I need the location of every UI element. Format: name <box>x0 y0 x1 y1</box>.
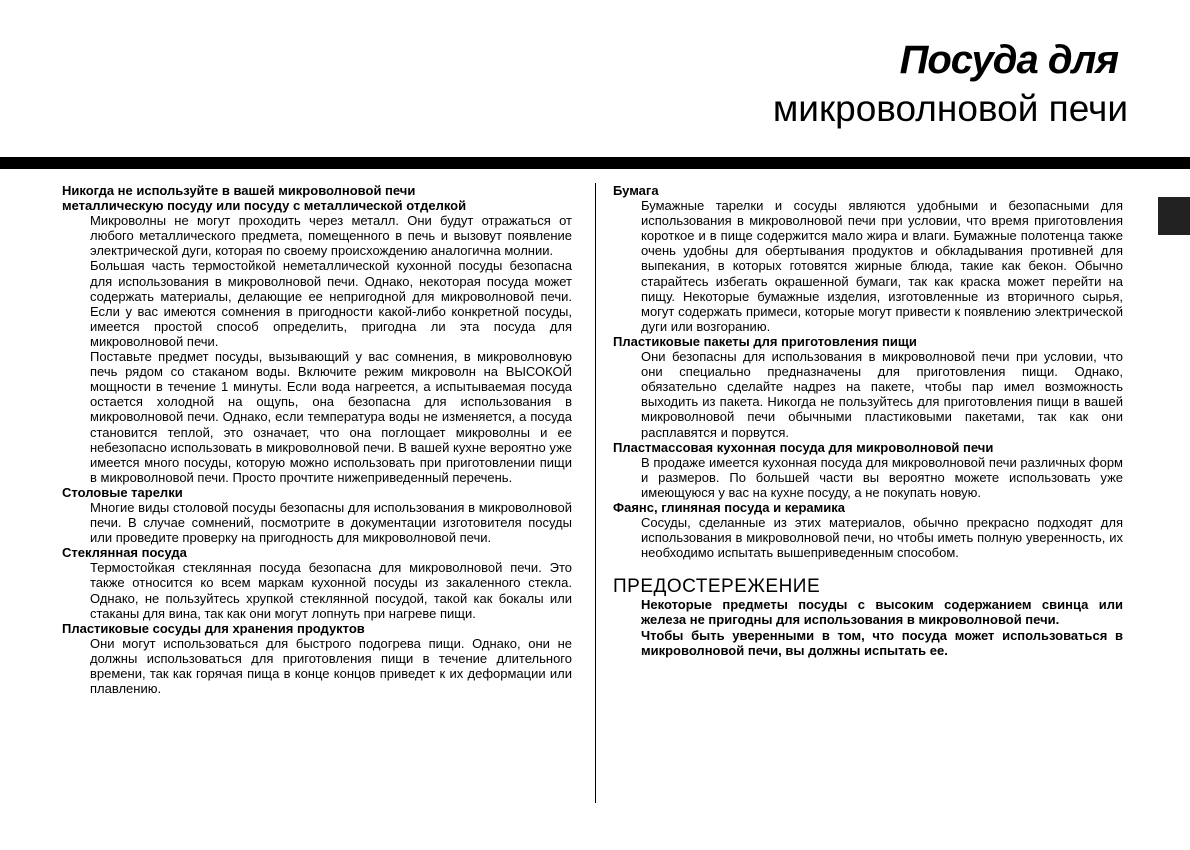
caution-paragraph-2: Чтобы быть уверенными в том, что посуда может использоваться в микроволновой печи, вы должны испытать ее. <box>641 627 1123 658</box>
dinner-plates-heading: Столовые тарелки <box>62 484 183 500</box>
metal-warning-heading <box>62 183 572 213</box>
dinner-plates-body: Многие виды столовой посуды безопасны для использования в микроволновой печи. В случае сомнений, посмотрите в документации изготовителя посуды или проведите проверку на пригодность для микроволновой печи. <box>90 499 572 546</box>
microwave-cookware-heading: Пластмассовая кухонная посуда для микроволновой печи <box>613 439 994 455</box>
paper-heading: Бумага <box>613 183 659 198</box>
metal-paragraph-3: Поставьте предмет посуды, вызывающий у вас сомнения, в микроволновую печь рядом со стаканом воды. Включите режим микроволн на ВЫСОКОЙ мощности в течение 1 минуты. Если вода нагреется, а испытываемая посуда остается холодной на ощупь, она безопасна для использования в микроволновой печи. Однако, если температура воды не изменяется, а посуда становится теплой, это означает, что она поглощает микроволны и ее небезопасно использовать в микроволновой печи. В вашей кухне вероятно уже имеется много посуды, которую можно использовать при приготовлении пищи в микроволновой печи. Просто прочтите нижеприведенный перечень. <box>90 349 572 485</box>
metal-warning-body <box>62 213 572 485</box>
cooking-bags-body: Они безопасны для использования в микроволновой печи при условии, что они специально предназначены для приготовления пищи. Однако, обязательно сделайте надрез на пакете, чтобы пар имел возможность выходить из пакета. Никогда не пользуйтесь для приготовления пищи в вашей микроволновой печи обычными пластиковыми пакетами, так как они расплавятся и порвутся. <box>641 349 1123 440</box>
right-column <box>613 183 1123 658</box>
ceramics-heading: Фаянс, глиняная посуда и керамика <box>613 499 845 515</box>
caution-title: ПРЕДОСТЕРЕЖЕНИЕ <box>613 576 821 598</box>
metal-warning-heading-line2: металлическую посуду или посуду с металлической отделкой <box>62 198 467 214</box>
caution-paragraph-1: Некоторые предметы посуды с высоким содержанием свинца или железа не пригодны для использования в микроволновой печи. <box>641 597 1123 628</box>
paper-body: Бумажные тарелки и сосуды являются удобными и безопасными для использования в микроволновой печи при условии, что время приготовления короткое и в пище содержится мало жира и влаги. Бумажные полотенца также очень удобны для обертывания продуктов и обкладывания противней для выпекания, в которых готовятся жирные блюда, такие как бекон. Обычно старайтесь избегать окрашенной бумаги, так как краска может перейти на пищу. Некоторые бумажные изделия, изготовленные из вторичного сырья, могут содержать примеси, которые могут привести к появлению электрической дуги или возгоранию. <box>641 198 1123 334</box>
metal-warning-heading-line1: Никогда не используйте в вашей микроволновой печи <box>62 183 416 198</box>
plastic-containers-body: Они могут использоваться для быстрого подогрева пищи. Однако, они не должны использоваться для приготовления пищи в течение длительного времени, так как горячая пища в конце концов приведет к их деформации или плавлению. <box>90 635 572 697</box>
header-rule <box>0 157 1190 169</box>
metal-paragraph-1: Микроволны не могут проходить через металл. Они будут отражаться от любого металлического предмета, помещенного в печь и вызовут появление электрической дуги, которая по своему происхождению аналогична молнии. <box>90 213 572 259</box>
microwave-cookware-body: В продаже имеется кухонная посуда для микроволновой печи различных форм и размеров. По большей части вы вероятно можете использовать уже имеющуюся у вас на кухне посуду, а не покупать новую. <box>641 454 1123 500</box>
glassware-body: Термостойкая стеклянная посуда безопасна для микроволновой печи. Это также относится ко всем маркам кухонной посуды из закаленного стекла. Однако, не пользуйтесь хрупкой стеклянной посудой, такой как бокалы или стаканы для вина, так как они могут лопнуть при нагреве пищи. <box>90 560 572 621</box>
column-divider <box>595 183 596 803</box>
page-subtitle: микроволновой печи <box>772 88 1128 129</box>
caution-body <box>613 597 1123 657</box>
glassware-heading: Стеклянная посуда <box>62 545 187 561</box>
plastic-containers-heading: Пластиковые сосуды для хранения продуктов <box>62 620 365 636</box>
cooking-bags-heading: Пластиковые пакеты для приготовления пищи <box>613 333 917 349</box>
ceramics-body: Сосуды, сделанные из этих материалов, обычно прекрасно подходят для использования в микроволновой печи, но чтобы иметь полную уверенность, их необходимо испытать вышеприведенным способом. <box>641 515 1123 561</box>
section-tab-marker <box>1158 197 1190 235</box>
left-column <box>62 183 572 696</box>
metal-paragraph-2: Большая часть термостойкой неметаллической кухонной посуды безопасна для использования в микроволновой печи. Однако, некоторая посуда может содержать материалы, делающие ее непригодной для микроволновой печи. Если у вас имеются сомнения в пригодности какой-либо конкретной посуды, имеется простой способ определить, пригодна ли эта посуда для микроволновой печи. <box>90 258 572 349</box>
page-title: Посуда для <box>899 38 1118 82</box>
